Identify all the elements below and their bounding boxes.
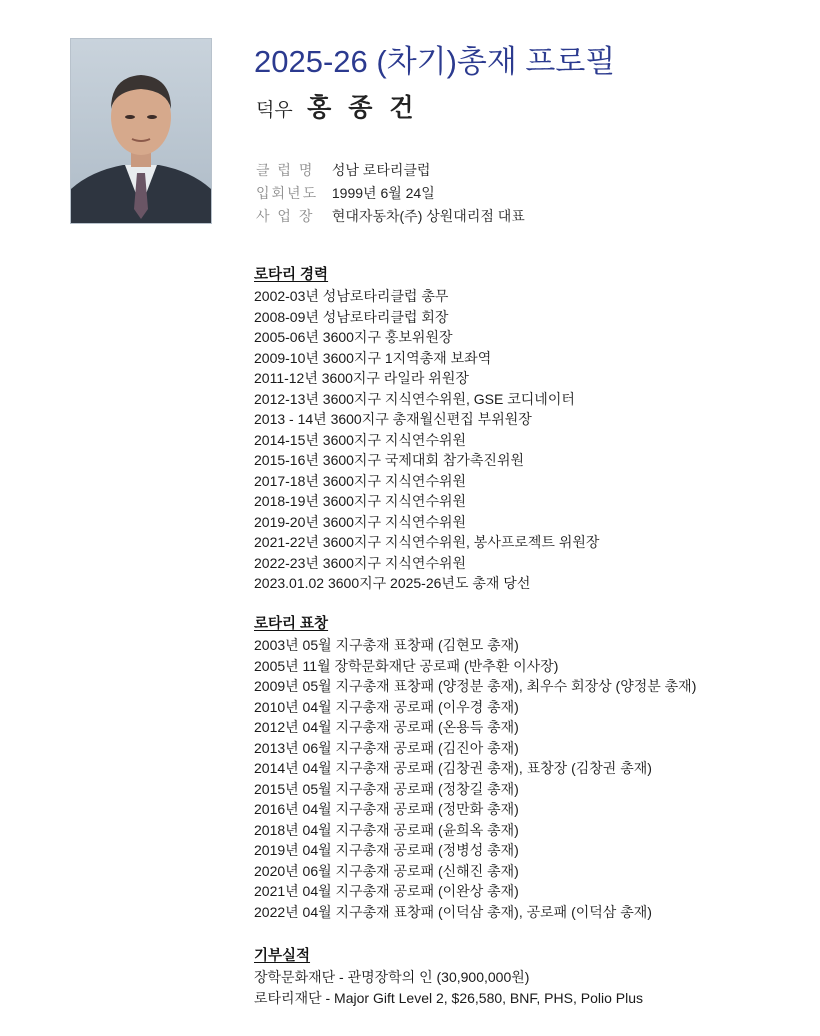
donations-section [254,944,643,1008]
list-item: 2012-13년 3600지구 지식연수위원, GSE 코디네이터 [254,390,575,407]
list-item: 2011-12년 3600지구 라일라 위원장 [254,370,469,386]
list-item: 2019-20년 3600지구 지식연수위원 [254,513,467,530]
name-prefix: 덕우 [256,100,293,121]
list-item: 2013년 06월 지구총재 공로패 (김진아 총재) [254,739,519,756]
list-item: 2020년 06월 지구총재 공로패 (신해진 총재) [254,862,519,879]
list-item: 2009-10년 3600지구 1지역총재 보좌역 [254,349,492,366]
info-row-join-year [256,183,525,206]
list-item: 2023.01.02 3600지구 2025-26년도 총재 당선 [254,575,531,591]
awards-heading: 로타리 표창 [254,616,329,632]
info-label: 사 업 장 [256,208,315,224]
list-item: 2014년 04월 지구총재 공로패 (김창권 총재), 표창장 (김창권 총재) [254,760,652,776]
list-item: 2008-09년 성남로타리클럽 회장 [254,308,449,325]
page-title: 2025-26 (차기)총재 프로필 [254,44,616,79]
career-section [254,263,599,594]
list-item: 2021년 04월 지구총재 공로패 (이완상 총재) [254,883,519,899]
list-item: 2010년 04월 지구총재 공로패 (이우경 총재) [254,698,519,715]
list-item: 2013 - 14년 3600지구 총재월신편집 부위원장 [254,411,532,427]
list-item: 2018-19년 3600지구 지식연수위원 [254,493,467,509]
list-item: 2005년 11월 장학문화재단 공로패 (반추환 이사장) [254,657,559,674]
info-label: 클 럽 명 [256,162,315,178]
list-item: 2003년 05월 지구총재 표창패 (김현모 총재) [254,637,519,653]
info-value: 현대자동차(주) 상원대리점 대표 [331,208,525,224]
career-heading: 로타리 경력 [254,267,329,283]
list-item: 2014-15년 3600지구 지식연수위원 [254,431,467,448]
person-name: 홍 종 건 [307,94,419,122]
list-item: 2019년 04월 지구총재 공로패 (정병성 총재) [254,842,519,858]
list-item: 2022년 04월 지구총재 표창패 (이덕삼 총재), 공로패 (이덕삼 총재) [254,903,652,920]
awards-section [254,612,696,922]
list-item: 2009년 05월 지구총재 표창패 (양정분 총재), 최우수 회장상 (양정분 총재) [254,678,697,694]
list-item: 2002-03년 성남로타리클럽 총무 [254,288,449,304]
info-row-business [256,206,525,229]
profile-photo [70,38,212,224]
list-item: 2015-16년 3600지구 국제대회 참가촉진위원 [254,452,525,468]
list-item: 2018년 04월 지구총재 공로패 (윤희옥 총재) [254,821,519,838]
list-item: 2005-06년 3600지구 홍보위원장 [254,329,453,345]
name-line [256,88,419,124]
list-item: 2017-18년 3600지구 지식연수위원 [254,472,467,489]
info-value: 성남 로타리클럽 [331,162,431,178]
info-row-club [256,160,525,183]
list-item: 2015년 05월 지구총재 공로패 (정창길 총재) [254,780,519,797]
list-item: 2021-22년 3600지구 지식연수위원, 봉사프로젝트 위원장 [254,534,600,550]
list-item: 장학문화재단 - 관명장학의 인 (30,900,000원) [254,969,530,985]
info-value: 1999년 6월 24일 [331,185,435,201]
info-label: 입회년도 [256,185,319,201]
list-item: 로타리재단 - Major Gift Level 2, $26,580, BNF, PHS, Polio Plus [254,989,643,1006]
donations-heading: 기부실적 [254,948,311,964]
profile-info [256,160,525,229]
list-item: 2012년 04월 지구총재 공로패 (온용득 총재) [254,719,519,735]
list-item: 2016년 04월 지구총재 공로패 (정만화 총재) [254,801,519,817]
list-item: 2022-23년 3600지구 지식연수위원 [254,554,467,571]
